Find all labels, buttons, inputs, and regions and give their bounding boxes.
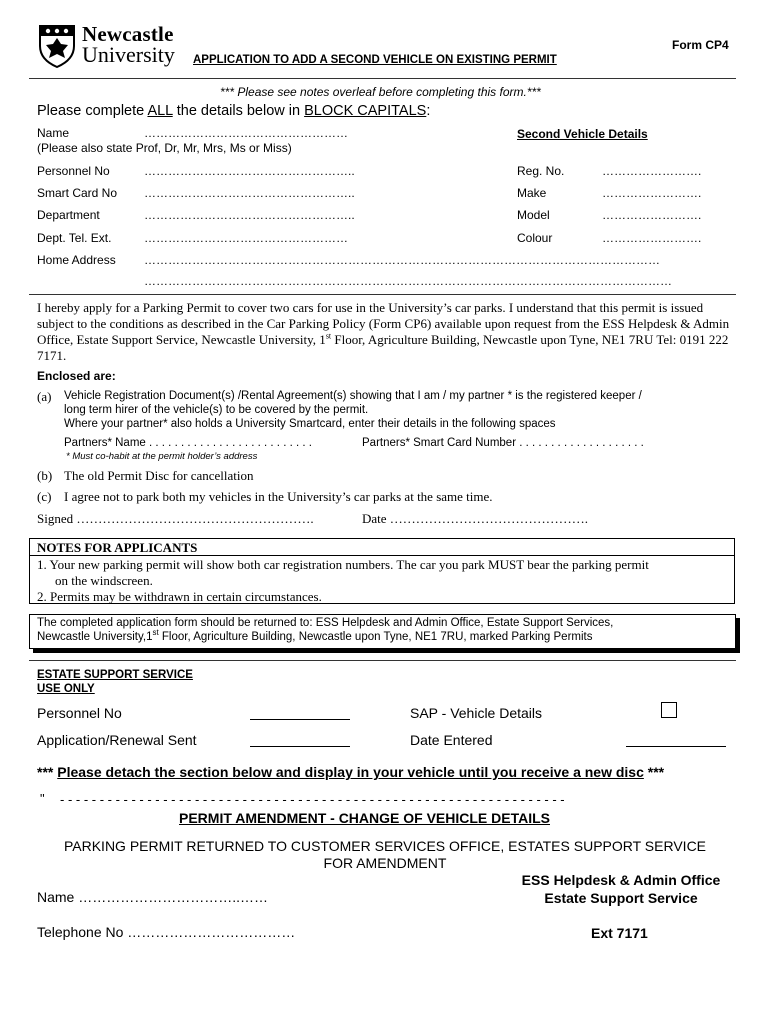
- title-note: (Please also state Prof, Dr, Mr, Mrs, Ms or Miss): [37, 141, 292, 155]
- tel-field[interactable]: ……………………………………………: [144, 231, 348, 245]
- renewal-label: Application/Renewal Sent: [37, 732, 197, 748]
- cohabit-note: * Must co-habit at the permit holder’s address: [66, 451, 258, 462]
- return-line1: The completed application form should be returned to: ESS Helpdesk and Admin Office, Estate Support Services,: [37, 617, 614, 629]
- notes-item1-line1: 1. Your new parking permit will show both car registration numbers. The car you park MUST bear the parking permit: [37, 557, 649, 572]
- smartcard-label: Smart Card No: [37, 186, 118, 200]
- partner-card-field[interactable]: Partners* Smart Card Number . . . . . . . . . . . . . . . . . . . .: [362, 437, 644, 449]
- ess-office-line2: Estate Support Service: [544, 890, 698, 906]
- reg-field[interactable]: …………………….: [602, 164, 702, 178]
- office-heading-1: ESTATE SUPPORT SERVICE: [37, 669, 193, 681]
- item-c-text: I agree not to park both my vehicles in the University’s car parks at the same time.: [64, 489, 493, 504]
- ess-extension: Ext 7171: [591, 925, 648, 941]
- declaration-paragraph: I hereby apply for a Parking Permit to cover two cars for use in the University’s car parks. I understand that this permit is issued subject to the conditions as described in the Car Parking Policy (Form CP6) available upon request from the ESS Helpdesk & Admin Office, Estate Support Service, Newcastle University, 1st Floor, Agriculture Building, Newcastle upon Tyne, NE1 7RU Tel: 0191 222 7171.: [37, 300, 730, 363]
- item-b-marker: (b): [37, 468, 53, 483]
- item-a-marker: (a): [37, 389, 52, 404]
- crest-icon: [38, 24, 76, 68]
- address-field-1[interactable]: …………………………………………………………………………………………………………………: [144, 253, 660, 267]
- department-field[interactable]: ……………………………………………..: [144, 208, 355, 222]
- office-personnel-line[interactable]: [250, 719, 350, 720]
- name-label: Name: [37, 126, 70, 140]
- make-field[interactable]: …………………….: [602, 186, 702, 200]
- return-line2: Newcastle University,1st Floor, Agriculture Building, Newcastle upon Tyne, NE1 7RU, marked Parking Permits: [37, 628, 593, 643]
- returned-line1: PARKING PERMIT RETURNED TO CUSTOMER SERVICES OFFICE, ESTATES SUPPORT SERVICE: [63, 838, 707, 854]
- model-field[interactable]: …………………….: [602, 208, 702, 222]
- colour-field[interactable]: …………………….: [602, 231, 702, 245]
- enclosed-heading: Enclosed are:: [37, 369, 116, 383]
- cut-quote: ": [40, 791, 45, 806]
- date-entered-line[interactable]: [626, 746, 726, 747]
- signature-field[interactable]: Signed ……………………………………………….: [37, 511, 314, 526]
- personnel-label: Personnel No: [37, 164, 110, 178]
- returned-line2: FOR AMENDMENT: [323, 855, 447, 871]
- office-divider: [29, 660, 736, 661]
- department-label: Department: [37, 208, 100, 222]
- make-label: Make: [517, 186, 547, 200]
- amendment-heading: PERMIT AMENDMENT - CHANGE OF VEHICLE DETAILS: [179, 810, 550, 826]
- office-personnel-label: Personnel No: [37, 705, 122, 721]
- personnel-field[interactable]: ……………………………………………..: [144, 164, 355, 178]
- name-field[interactable]: ……………………………………………: [144, 126, 348, 140]
- renewal-line[interactable]: [250, 746, 350, 747]
- sap-label: SAP - Vehicle Details: [410, 705, 543, 721]
- model-label: Model: [517, 208, 550, 222]
- item-c-marker: (c): [37, 489, 52, 504]
- notes-item1-line2: on the windscreen.: [55, 573, 153, 588]
- reg-label: Reg. No.: [517, 164, 565, 178]
- logo-line1: Newcastle: [82, 22, 174, 46]
- item-b-text: The old Permit Disc for cancellation: [64, 468, 254, 483]
- amendment-telephone-field[interactable]: Telephone No ………………………………: [37, 924, 296, 940]
- detach-instruction: *** Please detach the section below and display in your vehicle until you receive a new disc ***: [37, 764, 665, 780]
- item-a-line1: Vehicle Registration Document(s) /Rental Agreement(s) showing that I am / my partner * is the registered keeper /: [64, 390, 642, 402]
- logo-line2: University: [82, 42, 175, 67]
- notes-item2: 2. Permits may be withdrawn in certain circumstances.: [37, 589, 322, 604]
- sap-checkbox[interactable]: [661, 702, 677, 718]
- vehicle-heading: Second Vehicle Details: [517, 127, 648, 141]
- address-field-2[interactable]: ……………………………………………………………………………………………………………………: [144, 274, 672, 288]
- smartcard-field[interactable]: ……………………………………………..: [144, 186, 355, 200]
- ess-office-line1: ESS Helpdesk & Admin Office: [521, 872, 721, 888]
- details-divider: [29, 294, 736, 295]
- amendment-name-field[interactable]: Name ……………………………..……: [37, 889, 269, 905]
- form-title: APPLICATION TO ADD A SECOND VEHICLE ON EXISTING PERMIT: [193, 54, 557, 66]
- header-divider: [29, 78, 736, 79]
- item-a-line3: Where your partner* also holds a University Smartcard, enter their details in the following spaces: [64, 418, 556, 430]
- colour-label: Colour: [517, 231, 553, 245]
- form-code: Form CP4: [672, 38, 729, 52]
- notes-overleaf: *** Please see notes overleaf before completing this form.***: [220, 85, 541, 99]
- university-logo: [38, 22, 188, 70]
- partner-name-field[interactable]: Partners* Name . . . . . . . . . . . . . . . . . . . . . . . . . .: [64, 437, 312, 449]
- date-entered-label: Date Entered: [410, 732, 493, 748]
- notes-heading: NOTES FOR APPLICANTS: [37, 540, 198, 555]
- date-field[interactable]: Date ……………………………………….: [362, 511, 589, 526]
- tel-label: Dept. Tel. Ext.: [37, 231, 112, 245]
- item-a-line2: long term hirer of the vehicle(s) to be covered by the permit.: [64, 404, 369, 416]
- instruction-text: Please complete ALL the details below in BLOCK CAPITALS:: [37, 103, 431, 119]
- address-label: Home Address: [37, 253, 116, 267]
- cut-line: - - - - - - - - - - - - - - - - - - - - - - - - - - - - - - - - - - - - - - - - - - - - - - - - - - - - - - - - - - - - - - - -: [60, 792, 565, 807]
- office-heading-2: USE ONLY: [37, 683, 95, 695]
